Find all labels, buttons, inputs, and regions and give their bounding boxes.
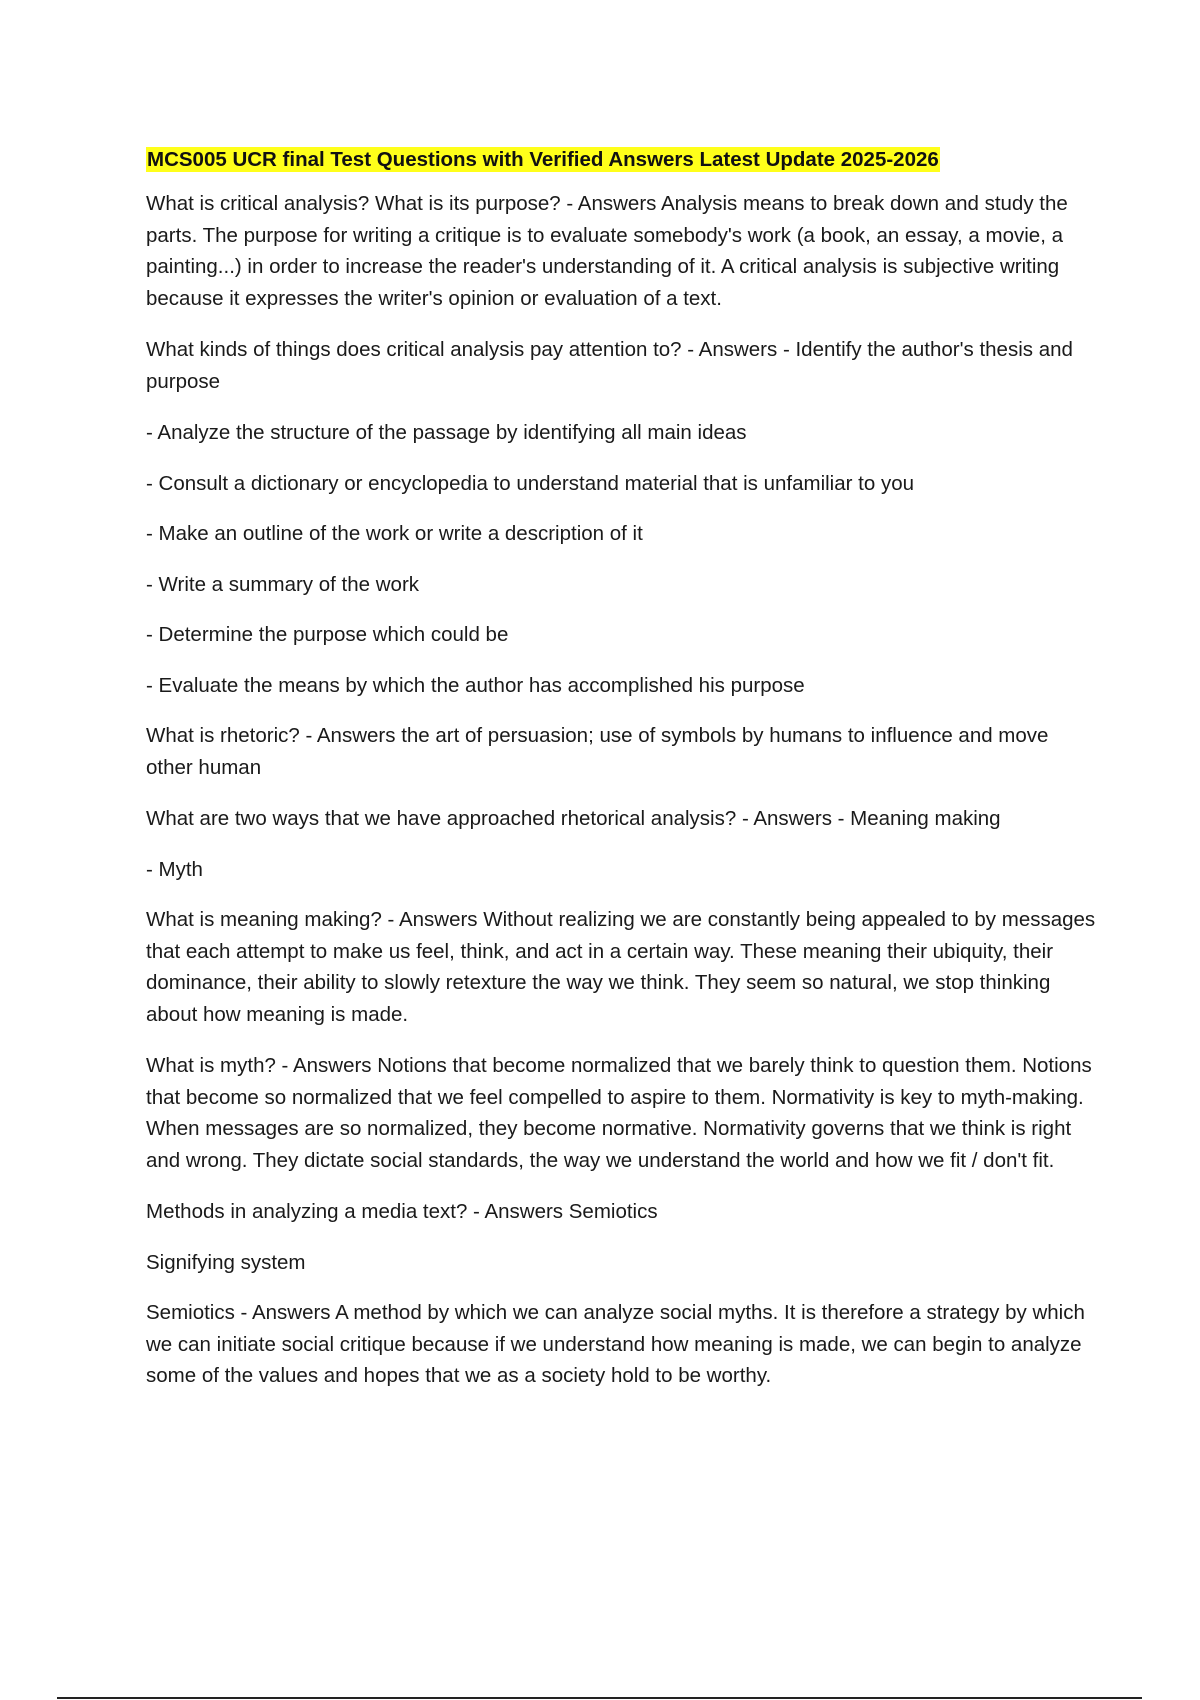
paragraph-critical-analysis-attention: What kinds of things does critical analysis pay attention to? - Answers - Identify the author's thesis and purpose xyxy=(146,338,1073,393)
title-block xyxy=(146,144,1096,175)
list-item-evaluate-means: - Evaluate the means by which the author has accomplished his purpose xyxy=(146,673,805,697)
footer-rule xyxy=(57,1697,1142,1699)
list-item-make-outline: - Make an outline of the work or write a description of it xyxy=(146,522,643,545)
paragraph-rhetoric: What is rhetoric? - Answers the art of persuasion; use of symbols by humans to influence and move other human xyxy=(146,724,1049,779)
list-item-myth: - Myth xyxy=(146,857,203,881)
paragraph-methods: Methods in analyzing a media text? - Answers Semiotics xyxy=(146,1200,658,1223)
document-title: MCS005 UCR final Test Questions with Verified Answers Latest Update 2025-2026 xyxy=(147,148,939,171)
paragraph-critical-analysis: What is critical analysis? What is its purpose? - Answers Analysis means to break down and study the parts. The purpose for writing a critique is to evaluate somebody's work (a book, an essay, a movie, a painting...) in order to increase the reader's understanding of it. A critical analysis is subjective writing because it expresses the writer's opinion or evaluation of a text. xyxy=(146,192,1068,310)
paragraph-signifying-system: Signifying system xyxy=(146,1250,306,1274)
list-item-consult-dictionary: - Consult a dictionary or encyclopedia to understand material that is unfamiliar to you xyxy=(146,471,915,495)
list-item-determine-purpose: - Determine the purpose which could be xyxy=(146,623,509,646)
list-item-write-summary: - Write a summary of the work xyxy=(146,572,420,596)
list-item-analyze-structure: - Analyze the structure of the passage by identifying all main ideas xyxy=(146,421,747,444)
paragraph-rhetorical-approaches: What are two ways that we have approached rhetorical analysis? - Answers - Meaning making xyxy=(146,807,1001,830)
paragraph-semiotics: Semiotics - Answers A method by which we can analyze social myths. It is therefore a strategy by which we can initiate social critique because if we understand how meaning is made, we can begin to analyze some of the values and hopes that we as a society hold to be worthy. xyxy=(146,1301,1085,1387)
document-page xyxy=(146,144,1096,1412)
paragraph-myth: What is myth? - Answers Notions that become normalized that we barely think to question them. Notions that become so normalized that we feel compelled to aspire to them. Normativity is key to myth-making. When messages are so normalized, they become normative. Normativity governs that we think is right and wrong. They dictate social standards, the way we understand the world and how we fit / don't fit. xyxy=(146,1054,1092,1172)
paragraph-meaning-making: What is meaning making? - Answers Without realizing we are constantly being appealed to by messages that each attempt to make us feel, think, and act in a certain way. These meaning their ubiquity, their dominance, their ability to slowly retexture the way we think. They seem so natural, we stop thinking about how meaning is made. xyxy=(146,908,1096,1026)
